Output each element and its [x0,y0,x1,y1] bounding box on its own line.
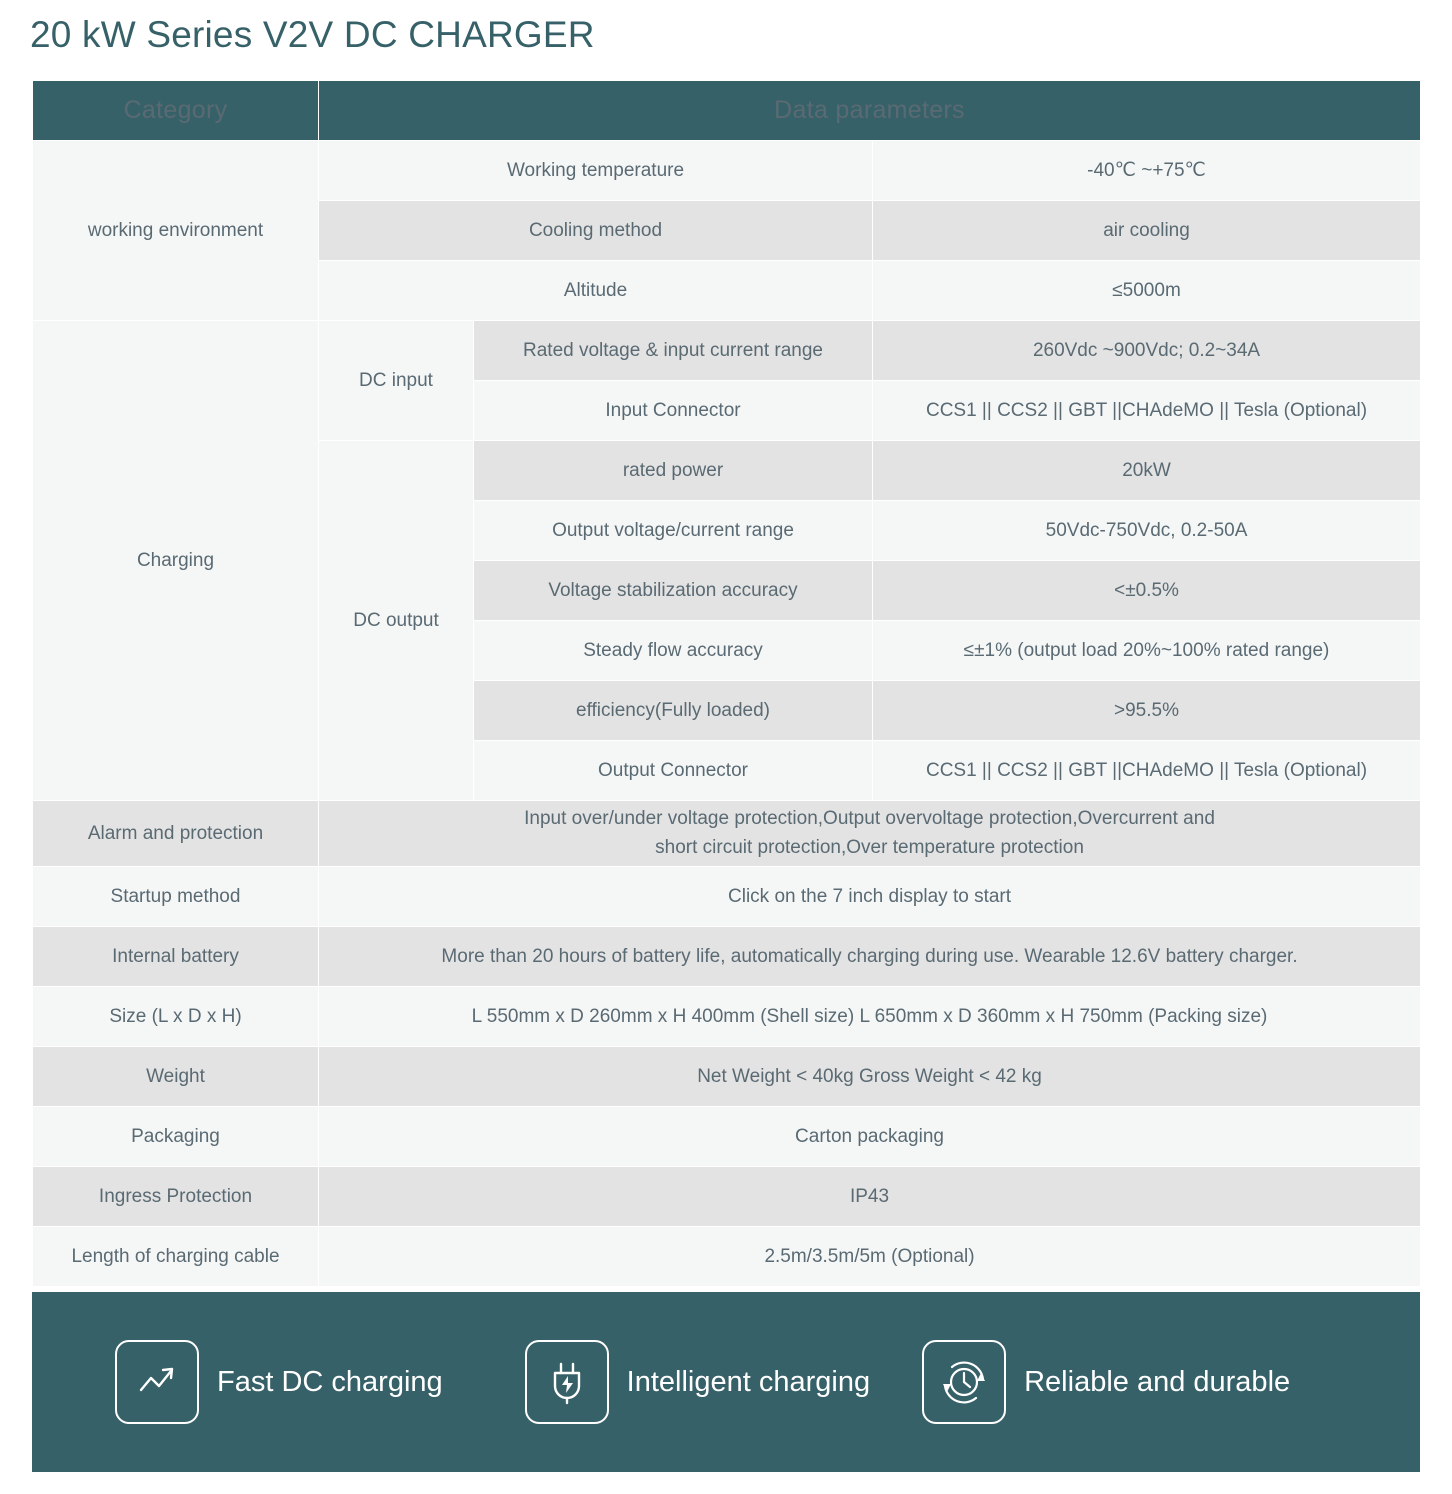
table-row [33,1167,1421,1227]
label-startup-method: Startup method [33,867,319,927]
param-value: -40℃ ~+75℃ [873,141,1421,201]
param-label: Voltage stabilization accuracy [474,561,873,621]
table-row [33,927,1421,987]
label-size: Size (L x D x H) [33,987,319,1047]
param-label: Output voltage/current range [474,501,873,561]
table-row [33,1227,1421,1287]
label-weight: Weight [33,1047,319,1107]
category-working-environment: working environment [33,141,319,321]
value-startup-method: Click on the 7 inch display to start [319,867,1421,927]
value-cable-length: 2.5m/3.5m/5m (Optional) [319,1227,1421,1287]
plug-bolt-icon [525,1340,609,1424]
table-row [33,321,1421,381]
param-label: Output Connector [474,741,873,801]
subgroup-dc-input: DC input [319,321,474,441]
table-row [33,1047,1421,1107]
table-row [33,987,1421,1047]
param-value: <±0.5% [873,561,1421,621]
feature-fast-dc-charging [115,1340,443,1424]
param-label: Input Connector [474,381,873,441]
value-alarm-and-protection [319,801,1421,867]
value-ingress-protection: IP43 [319,1167,1421,1227]
page-title: 20 kW Series V2V DC CHARGER [30,14,595,55]
feature-reliable-and-durable [922,1340,1290,1424]
header-category: Category [33,81,319,141]
param-label: Working temperature [319,141,873,201]
label-ingress-protection: Ingress Protection [33,1167,319,1227]
param-value: CCS1 || CCS2 || GBT ||CHAdeMO || Tesla (Optional) [873,381,1421,441]
specifications-table [32,80,1421,1287]
clock-refresh-icon [922,1340,1006,1424]
trending-up-icon [115,1340,199,1424]
param-value: air cooling [873,201,1421,261]
param-label: Cooling method [319,201,873,261]
value-size: L 550mm x D 260mm x H 400mm (Shell size) L 650mm x D 360mm x H 750mm (Packing size) [319,987,1421,1047]
value-internal-battery: More than 20 hours of battery life, automatically charging during use. Wearable 12.6V battery charger. [319,927,1421,987]
param-label: Steady flow accuracy [474,621,873,681]
label-alarm-and-protection: Alarm and protection [33,801,319,867]
table-header-row [33,81,1421,141]
label-cable-length: Length of charging cable [33,1227,319,1287]
param-value: ≤±1% (output load 20%~100% rated range) [873,621,1421,681]
table-row [33,1107,1421,1167]
alarm-line-1: Input over/under voltage protection,Output overvoltage protection,Overcurrent and [524,808,1215,829]
label-internal-battery: Internal battery [33,927,319,987]
alarm-line-2: short circuit protection,Over temperature protection [655,836,1084,858]
feature-intelligent-charging [525,1340,870,1424]
label-packaging: Packaging [33,1107,319,1167]
param-value: 50Vdc-750Vdc, 0.2-50A [873,501,1421,561]
feature-label: Fast DC charging [217,1365,443,1398]
param-label: efficiency(Fully loaded) [474,681,873,741]
value-weight: Net Weight < 40kg Gross Weight < 42 kg [319,1047,1421,1107]
param-value: CCS1 || CCS2 || GBT ||CHAdeMO || Tesla (Optional) [873,741,1421,801]
param-label: Rated voltage & input current range [474,321,873,381]
features-banner [32,1292,1420,1472]
feature-label: Reliable and durable [1024,1365,1291,1398]
table-row [33,867,1421,927]
subgroup-dc-output: DC output [319,441,474,801]
header-data-parameters: Data parameters [319,81,1421,141]
param-value: 260Vdc ~900Vdc; 0.2~34A [873,321,1421,381]
value-packaging: Carton packaging [319,1107,1421,1167]
param-label: rated power [474,441,873,501]
param-value: 20kW [873,441,1421,501]
table-row [33,141,1421,201]
param-value: ≤5000m [873,261,1421,321]
table-row [33,801,1421,867]
category-charging: Charging [33,321,319,801]
param-label: Altitude [319,261,873,321]
feature-label: Intelligent charging [626,1365,871,1398]
param-value: >95.5% [873,681,1421,741]
